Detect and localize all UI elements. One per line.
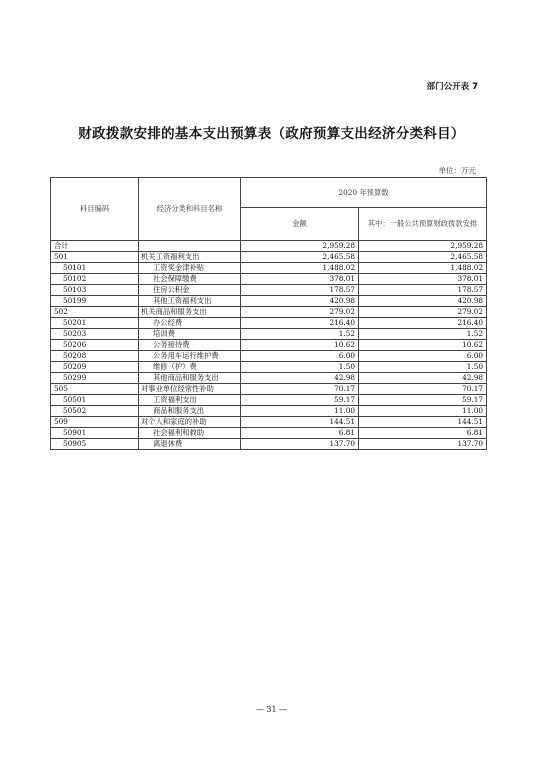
row-general: 216.40 [359, 318, 487, 329]
header-amount: 金额 [241, 208, 359, 241]
table-row [51, 329, 487, 340]
row-code: 50199 [51, 296, 139, 307]
row-name: 住房公积金 [139, 285, 241, 296]
header-code: 科目编码 [51, 178, 139, 241]
table-row [51, 307, 487, 318]
row-code: 50502 [51, 406, 139, 417]
row-code: 50101 [51, 263, 139, 274]
row-amount: 6.81 [241, 428, 359, 439]
row-name: 对事业单位经常性补助 [139, 384, 241, 395]
table-row [51, 318, 487, 329]
row-amount: 2,465.58 [241, 252, 359, 263]
row-code: 50901 [51, 428, 139, 439]
table-row [51, 362, 487, 373]
table-row [51, 406, 487, 417]
row-name: 对个人和家庭的补助 [139, 417, 241, 428]
row-code: 501 [51, 252, 139, 263]
row-amount: 216.40 [241, 318, 359, 329]
row-name: 办公经费 [139, 318, 241, 329]
table-row [51, 340, 487, 351]
row-general: 42.98 [359, 373, 487, 384]
table-tag: 部门公开表 7 [426, 82, 478, 92]
row-general: 6.81 [359, 428, 487, 439]
row-code: 50905 [51, 439, 139, 450]
table-row [51, 439, 487, 450]
row-amount: 420.98 [241, 296, 359, 307]
row-amount: 11.00 [241, 406, 359, 417]
row-amount: 42.98 [241, 373, 359, 384]
table-row [51, 428, 487, 439]
row-name: 离退休费 [139, 439, 241, 450]
row-amount: 1.50 [241, 362, 359, 373]
table-row [51, 285, 487, 296]
row-amount: 1.52 [241, 329, 359, 340]
row-name: 工资奖金津补贴 [139, 263, 241, 274]
row-name: 公务用车运行维护费 [139, 351, 241, 362]
row-name: 工资福利支出 [139, 395, 241, 406]
table-row [51, 263, 487, 274]
table-row [51, 252, 487, 263]
row-general: 70.17 [359, 384, 487, 395]
row-amount: 378.01 [241, 274, 359, 285]
row-amount: 137.70 [241, 439, 359, 450]
row-name: 商品和服务支出 [139, 406, 241, 417]
row-name: 培训费 [139, 329, 241, 340]
row-code: 50299 [51, 373, 139, 384]
table-row [51, 241, 487, 252]
row-amount: 279.02 [241, 307, 359, 318]
row-amount: 10.62 [241, 340, 359, 351]
row-amount: 59.17 [241, 395, 359, 406]
row-name: 其他工资福利支出 [139, 296, 241, 307]
header-name: 经济分类和科目名称 [139, 178, 241, 241]
row-code: 50208 [51, 351, 139, 362]
table-row [51, 384, 487, 395]
row-code: 50209 [51, 362, 139, 373]
row-code: 50201 [51, 318, 139, 329]
row-code: 50103 [51, 285, 139, 296]
row-general: 2,959.28 [359, 241, 487, 252]
row-name: 社会保障缴费 [139, 274, 241, 285]
row-code: 50206 [51, 340, 139, 351]
row-code: 50501 [51, 395, 139, 406]
row-amount: 6.00 [241, 351, 359, 362]
page-number: — 31 — [255, 705, 288, 714]
row-code: 509 [51, 417, 139, 428]
table-row [51, 351, 487, 362]
row-general: 59.17 [359, 395, 487, 406]
row-code: 505 [51, 384, 139, 395]
row-general: 1.50 [359, 362, 487, 373]
table-row [51, 274, 487, 285]
row-general: 2,465.58 [359, 252, 487, 263]
row-amount: 1,488.02 [241, 263, 359, 274]
page-title: 财政拨款安排的基本支出预算表（政府预算支出经济分类科目） [78, 126, 465, 142]
row-amount: 70.17 [241, 384, 359, 395]
table-row [51, 373, 487, 384]
budget-table [50, 177, 487, 450]
row-name [139, 241, 241, 252]
row-general: 6.00 [359, 351, 487, 362]
table-row [51, 296, 487, 307]
row-name: 公务接待费 [139, 340, 241, 351]
table-row [51, 417, 487, 428]
row-name: 社会福利和救助 [139, 428, 241, 439]
row-code: 502 [51, 307, 139, 318]
row-name: 维修（护）费 [139, 362, 241, 373]
row-code: 50203 [51, 329, 139, 340]
row-code: 合计 [51, 241, 139, 252]
row-general: 1.52 [359, 329, 487, 340]
row-name: 机关商品和服务支出 [139, 307, 241, 318]
row-general: 178.57 [359, 285, 487, 296]
unit-label: 单位：万元 [438, 166, 476, 175]
row-general: 11.00 [359, 406, 487, 417]
header-group: 2020 年预算数 [241, 178, 487, 208]
row-amount: 178.57 [241, 285, 359, 296]
header-general: 其中：一般公共预算财政拨款安排 [359, 208, 487, 241]
row-amount: 144.51 [241, 417, 359, 428]
row-general: 137.70 [359, 439, 487, 450]
row-name: 其他商品和服务支出 [139, 373, 241, 384]
row-general: 420.98 [359, 296, 487, 307]
table-row [51, 395, 487, 406]
row-general: 10.62 [359, 340, 487, 351]
row-general: 279.02 [359, 307, 487, 318]
row-general: 1,488.02 [359, 263, 487, 274]
row-general: 144.51 [359, 417, 487, 428]
row-general: 378.01 [359, 274, 487, 285]
row-name: 机关工资福利支出 [139, 252, 241, 263]
row-code: 50102 [51, 274, 139, 285]
row-amount: 2,959.28 [241, 241, 359, 252]
